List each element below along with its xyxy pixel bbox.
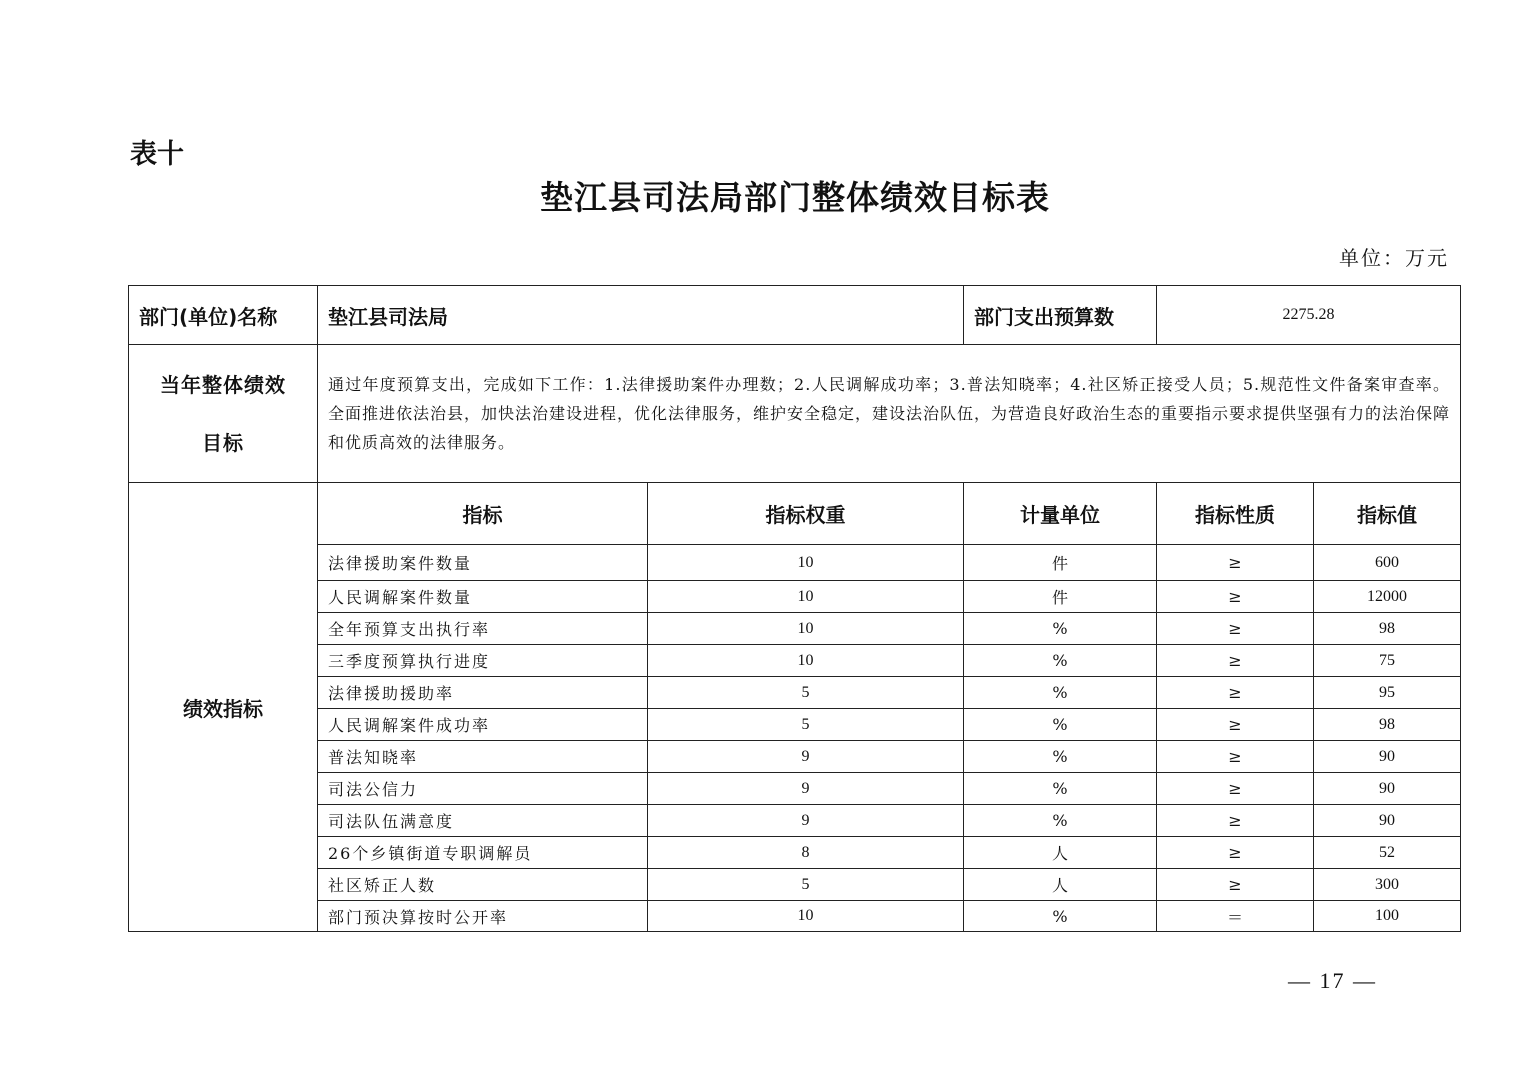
indicator-value: 90 — [1314, 773, 1461, 805]
table-row — [129, 645, 1461, 677]
indicator-value: 98 — [1314, 613, 1461, 645]
indicator-value: 100 — [1314, 901, 1461, 932]
indicator-weight: 5 — [648, 709, 964, 741]
indicator-name: 人民调解案件数量 — [318, 581, 648, 613]
table-row — [129, 581, 1461, 613]
page-number: — 17 — — [1288, 968, 1377, 993]
table-row — [129, 741, 1461, 773]
indicator-value: 300 — [1314, 869, 1461, 901]
indicator-nature: ≥ — [1157, 645, 1314, 677]
indicator-name: 普法知晓率 — [318, 741, 648, 773]
table-row — [129, 613, 1461, 645]
indicator-nature: ≥ — [1157, 837, 1314, 869]
document-title: 垫江县司法局部门整体绩效目标表 — [540, 178, 1050, 217]
indicator-unit: % — [964, 773, 1157, 805]
indicator-value: 12000 — [1314, 581, 1461, 613]
indicator-unit: % — [964, 677, 1157, 709]
indicator-nature: ≥ — [1157, 677, 1314, 709]
indicator-name: 26个乡镇街道专职调解员 — [318, 837, 648, 869]
table-row — [129, 805, 1461, 837]
indicator-weight: 9 — [648, 773, 964, 805]
goal-row — [129, 345, 1461, 483]
indicator-value: 98 — [1314, 709, 1461, 741]
table-row — [129, 545, 1461, 581]
indicators-section-label: 绩效指标 — [129, 483, 318, 932]
indicator-value: 90 — [1314, 805, 1461, 837]
indicator-nature: ≥ — [1157, 805, 1314, 837]
indicator-name: 司法公信力 — [318, 773, 648, 805]
indicator-nature: ≥ — [1157, 773, 1314, 805]
indicator-name: 全年预算支出执行率 — [318, 613, 648, 645]
indicator-nature: ≥ — [1157, 613, 1314, 645]
goal-label-line2: 目标 — [202, 430, 244, 455]
indicator-weight: 10 — [648, 645, 964, 677]
indicator-value: 90 — [1314, 741, 1461, 773]
indicator-nature: ≥ — [1157, 545, 1314, 581]
indicator-name: 人民调解案件成功率 — [318, 709, 648, 741]
table-row — [129, 773, 1461, 805]
dept-budget-label: 部门支出预算数 — [964, 286, 1157, 345]
currency-unit-label: 单位：万元 — [1339, 246, 1449, 270]
indicator-unit: 件 — [964, 581, 1157, 613]
indicator-weight: 5 — [648, 869, 964, 901]
goal-label-line1: 当年整体绩效 — [160, 372, 286, 397]
indicator-weight: 8 — [648, 837, 964, 869]
dept-name-value: 垫江县司法局 — [318, 286, 964, 345]
table-row — [129, 869, 1461, 901]
indicator-unit: % — [964, 613, 1157, 645]
indicator-value: 52 — [1314, 837, 1461, 869]
indicator-weight: 10 — [648, 901, 964, 932]
indicator-name: 三季度预算执行进度 — [318, 645, 648, 677]
indicator-unit: % — [964, 805, 1157, 837]
indicator-weight: 9 — [648, 741, 964, 773]
table-row — [129, 677, 1461, 709]
indicator-unit: % — [964, 901, 1157, 932]
indicator-value: 75 — [1314, 645, 1461, 677]
performance-target-table — [128, 285, 1461, 932]
indicator-weight: 9 — [648, 805, 964, 837]
indicator-unit: 人 — [964, 837, 1157, 869]
dept-budget-value: 2275.28 — [1157, 286, 1461, 345]
indicator-weight: 10 — [648, 613, 964, 645]
indicator-value: 600 — [1314, 545, 1461, 581]
indicator-weight: 10 — [648, 581, 964, 613]
indicator-unit: 人 — [964, 869, 1157, 901]
goal-text: 通过年度预算支出，完成如下工作：1.法律援助案件办理数；2.人民调解成功率；3.普法知晓率；4.社区矫正接受人员；5.规范性文件备案审查率。全面推进依法治县，加快法治建设进程，优化法律服务，维护安全稳定，建设法治队伍，为营造良好政治生态的重要指示要求提供坚强有力的法治保障和优质高效的法律服务。 — [318, 345, 1461, 483]
col-header-indicator: 指标 — [318, 483, 648, 545]
dept-name-label: 部门(单位)名称 — [129, 286, 318, 345]
indicator-name: 司法队伍满意度 — [318, 805, 648, 837]
goal-label — [129, 345, 318, 483]
dept-row — [129, 286, 1461, 345]
indicator-header-row — [129, 483, 1461, 545]
table-row — [129, 837, 1461, 869]
indicator-nature: ≥ — [1157, 741, 1314, 773]
indicator-unit: % — [964, 709, 1157, 741]
indicator-unit: % — [964, 645, 1157, 677]
indicator-name: 法律援助援助率 — [318, 677, 648, 709]
indicator-unit: 件 — [964, 545, 1157, 581]
table-row — [129, 901, 1461, 932]
indicator-name: 社区矫正人数 — [318, 869, 648, 901]
col-header-weight: 指标权重 — [648, 483, 964, 545]
indicator-name: 法律援助案件数量 — [318, 545, 648, 581]
table-row — [129, 709, 1461, 741]
indicator-nature: ≥ — [1157, 709, 1314, 741]
indicator-unit: % — [964, 741, 1157, 773]
col-header-unit: 计量单位 — [964, 483, 1157, 545]
indicator-nature: ＝ — [1157, 901, 1314, 932]
indicator-weight: 5 — [648, 677, 964, 709]
indicator-value: 95 — [1314, 677, 1461, 709]
col-header-nature: 指标性质 — [1157, 483, 1314, 545]
table-label: 表十 — [130, 139, 184, 170]
indicator-name: 部门预决算按时公开率 — [318, 901, 648, 932]
indicator-nature: ≥ — [1157, 869, 1314, 901]
indicator-nature: ≥ — [1157, 581, 1314, 613]
col-header-value: 指标值 — [1314, 483, 1461, 545]
indicator-weight: 10 — [648, 545, 964, 581]
